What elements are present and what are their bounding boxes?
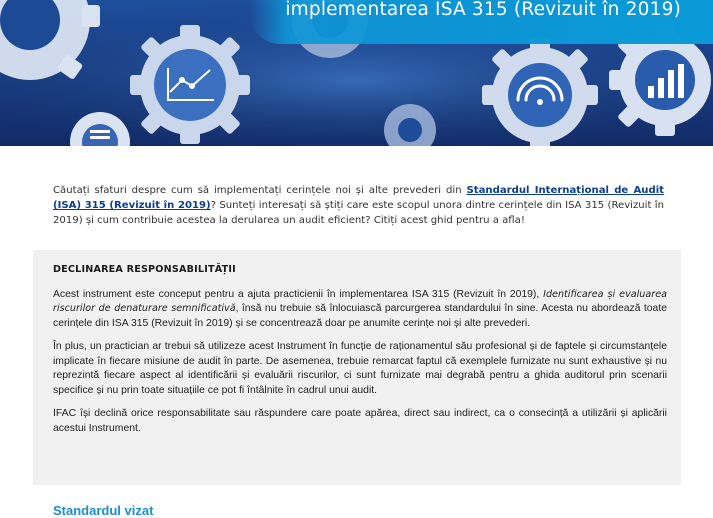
disclaimer-paragraph-3: IFAC își declină orice responsabilitate sau răspundere care poate apărea, direct sau indirect, ca o consecință a utilizării și aplicării acestui Instrument. xyxy=(53,408,667,434)
banner-title-box xyxy=(250,0,713,44)
intro-paragraph xyxy=(53,183,664,229)
intro-text-before: Căutați sfaturi despre cum să implementați cerințele noi și alte prevederi din xyxy=(53,185,467,196)
disclaimer-paragraph-1 xyxy=(53,288,667,332)
disclaimer-box xyxy=(33,250,681,485)
disclaimer-title: DECLINAREA RESPONSABILITĂȚII xyxy=(53,264,236,275)
disclaimer-paragraph-2: În plus, un practician ar trebui să utilizeze acest Instrument în funcție de raționamentul său profesional și de faptele și circumstanțele implicate în fiecare misiune de audit în parte. De asemenea, trebuie remarcat faptul că exemplele furnizate nu sunt exhaustive și nu reprezintă fiecare aspect al identificării și evaluării riscurilor, ci sunt furnizate mai degrabă pentru a ghida auditorul prin scenarii specifice și nu prin toate situațiile ce pot fi întâlnite în cadrul unui audit. xyxy=(53,341,667,396)
intro-text-after: ? Sunteți interesați să știți care este scopul unora dintre cerințele din ISA 315 (Revizuit în 2019) și cum contribuie acestea la derularea un audit eficient? Citiți acest ghid pentru a afla! xyxy=(53,200,664,227)
banner-title-line-2: implementarea ISA 315 (Revizuit în 2019) xyxy=(285,0,681,20)
disclaimer-p1-start: Acest instrument este conceput pentru a ajuta practicienii în implementarea ISA 315 (Revizuit în 2019), xyxy=(53,288,544,300)
isa-315-standard-link[interactable]: Standardul Internațional de Audit (ISA) 315 (Revizuit în 2019) xyxy=(53,185,664,212)
section-heading-standard: Standardul vizat xyxy=(53,503,154,518)
disclaimer-p1-end: , însă nu trebuie să înlocuiască parcurgerea standardului în sine. Acesta nu abordează toate cerințele din ISA 315 (Revizuit în 2019) și se concentrează doar pe anumite cerințe noi și alte prevederi. xyxy=(53,303,668,329)
header-banner xyxy=(0,0,713,146)
disclaimer-p1-italic: Identificarea și evaluarea riscurilor de denaturare semnificativă xyxy=(53,288,667,314)
